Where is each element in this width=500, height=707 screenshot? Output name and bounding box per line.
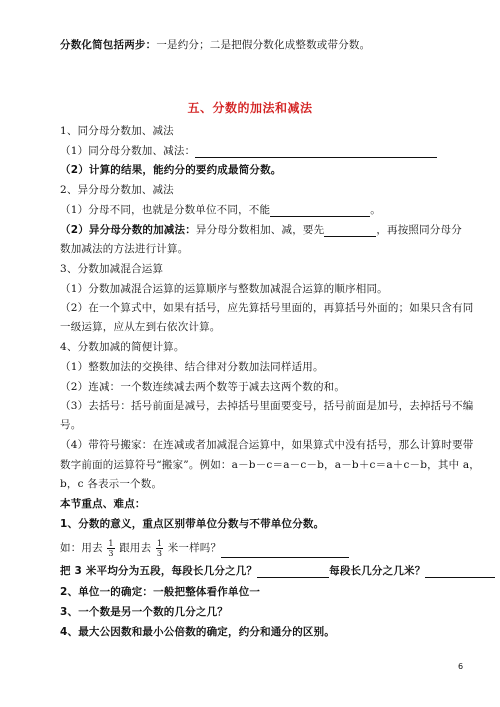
s1-heading: 1、同分母分数加、减法 [60,125,174,137]
s3-p1: （1）分数加减混合运算的运算顺序与整数加减混合运算的顺序相同。 [60,283,388,295]
fraction-one-third-2 [156,539,163,558]
key-k4: 4、最大公因数和最小公倍数的确定，约分和通分的区别。 [60,626,336,638]
s2-p1-a: （1）分母不同，也就是分数单位不同，不能 [60,204,271,216]
s2-p2-c: ，再按照同分母分 [376,224,462,236]
k1-q-blank [221,546,349,558]
s4-p2: （2）连减：一个数连续减去两个数等于减去这两个数的和。 [60,381,346,393]
frac-num: 1 [108,538,114,548]
frac-den: 3 [108,548,114,558]
s4-p3: （3）去括号：括号前面是减号，去掉括号里面要变号，括号前面是加号，去掉括号不编 [60,400,474,412]
k1-q-b: 跟用去 [119,542,152,554]
s2-heading: 2、异分母分数加、减法 [60,184,174,196]
s4-p4-cont1: 数字前面的运算符号“搬家”。例如：a－b－c＝a－c－b，a－b＋c＝a＋c－b，其中 a， [60,459,480,471]
page-number: 6 [458,662,464,671]
fraction-one-third [107,539,114,558]
frac-num-2: 1 [156,538,163,548]
s3-p2: （2）在一个算式中，如果有括号，应先算括号里面的，再算括号外面的；如果只含有同 [60,302,474,314]
key-k3: 3、一个数是另一个数的几分之几？ [60,606,229,618]
s4-p4: （4）带符号搬家：在连减或者加减混合运算中，如果算式中没有括号，那么计算时要带 [60,439,474,451]
s1-p2: （2）计算的结果，能约分的要约成最简分数。 [60,164,282,176]
s3-p2-cont: 一级运算，应从左到右依次计算。 [60,321,221,333]
s4-heading: 4、分数加减的简便计算。 [60,341,185,353]
k1-q2-blank1 [257,566,329,578]
k1-q-c: 米一样吗？ [167,542,222,554]
key-k1-question2 [60,564,495,578]
k1-q2-blank2 [425,566,495,578]
s3-heading: 3、分数加减混合运算 [60,263,164,275]
intro-bold: 分数化简包括两步： [60,39,157,51]
k1-q-a: 如：用去 [60,542,103,554]
key-k1-question [60,538,349,558]
s2-p2-cont: 数加减法的方法进行计算。 [60,243,189,255]
s2-p2-blank [324,225,376,237]
s4-p4-cont2: b，c 各表示一个数。 [60,478,163,490]
s4-p3-cont: 号。 [60,419,82,431]
frac-den-2: 3 [156,548,163,558]
s2-p1 [60,203,381,217]
k1-q2-b: 每段长几分之几米？ [329,565,426,577]
s1-p1 [60,144,437,158]
k1-q2-a: 把 3 米平均分为五段，每段长几分之几？ [60,565,258,577]
s2-p2-a: （2）异分母分数的加减法： [60,224,196,236]
section-title: 五、分数的加法和减法 [187,101,313,115]
s2-p2 [60,223,462,237]
s2-p1-blank [270,205,370,217]
s1-p1-text: （1）同分母分数加、减法： [60,145,196,157]
s4-p1: （1）整数加法的交换律、结合律对分数加法同样适用。 [60,361,324,373]
key-k1: 1、分数的意义，重点区别带单位分数与不带单位分数。 [60,518,325,530]
intro-rest: 一是约分；二是把假分数化成整数或带分数。 [156,39,371,51]
key-heading: 本节重点、难点： [60,498,146,510]
s2-p2-b: 异分母分数相加、减，要先 [195,224,325,236]
s2-p1-b: 。 [370,204,381,216]
key-k2: 2、单位一的确定：一般把整体看作单位一 [60,586,261,598]
s1-p1-blank [195,146,437,158]
intro-line [60,38,370,52]
